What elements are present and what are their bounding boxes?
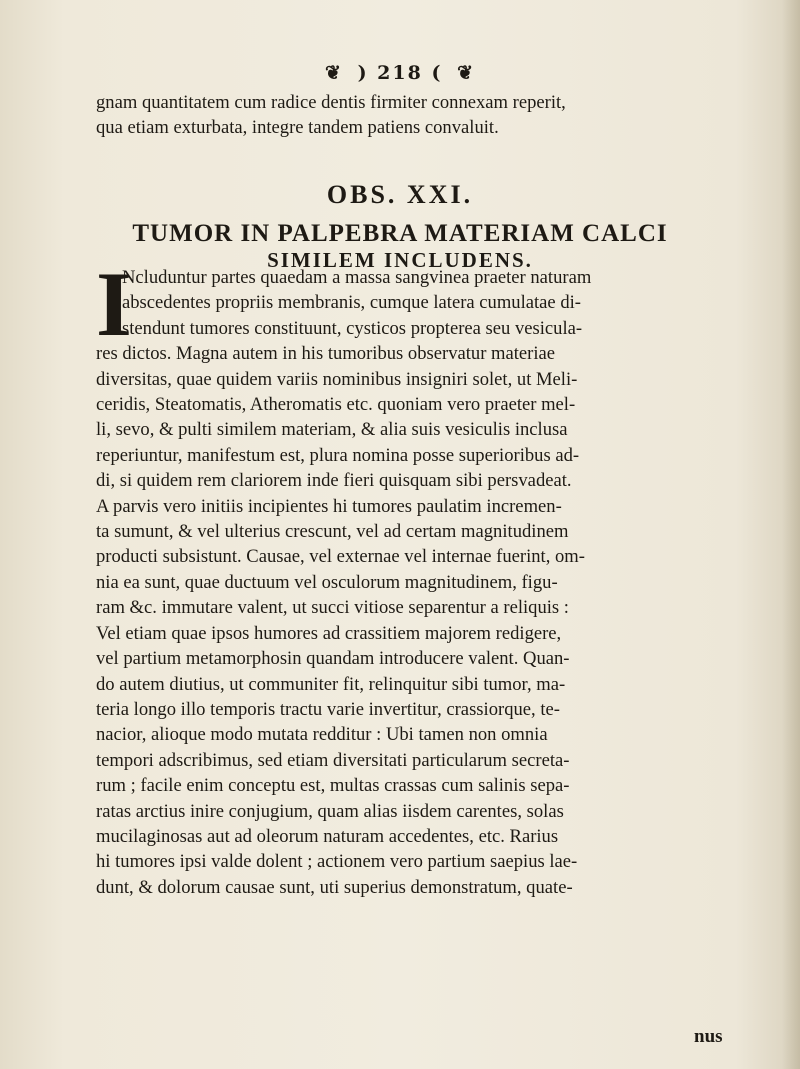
text-line: teria longo illo temporis tractu varie invertitur, crassiorque, te- <box>96 698 560 720</box>
text-line: di, si quidem rem clariorem inde fieri quisquam sibi persvadeat. <box>96 470 572 492</box>
text-line: Vel etiam quae ipsos humores ad crassitiem majorem redigere, <box>96 622 562 644</box>
text-line: reperiuntur, manifestum est, plura nomina posse superioribus ad- <box>96 444 580 466</box>
text-line: li, sevo, & pulti similem materiam, & alia suis vesiculis inclusa <box>96 419 568 441</box>
text-line: diversitas, quae quidem variis nominibus insigniri solet, ut Meli- <box>96 368 578 390</box>
observation-heading: OBS. XXI. <box>326 180 474 209</box>
text-line: mucilaginosas aut ad oleorum naturam accedentes, etc. Rarius <box>96 825 559 847</box>
text-line: dunt, & dolorum causae sunt, uti superius demonstratum, quate- <box>96 876 573 898</box>
text-line: vel partium metamorphosin quandam introducere valent. Quan- <box>96 648 570 670</box>
page-number: ) 218 ( <box>357 62 443 84</box>
text-line: ram &c. immutare valent, ut succi vitiose separentur a reliquis : <box>96 597 569 619</box>
section-subtitle: SIMILEM INCLUDENS. <box>267 248 533 272</box>
text-line: nacior, alioque modo mutata redditur : Ubi tamen non omnia <box>96 724 548 746</box>
text-line: A parvis vero initiis incipientes hi tumores paulatim incremen- <box>96 495 562 517</box>
running-header <box>0 62 800 84</box>
catchword: nus <box>694 1026 723 1047</box>
ornament-right-icon: ❦ <box>457 62 475 84</box>
text-line: qua etiam exturbata, integre tandem patiens convaluit. <box>96 117 499 139</box>
text-line: producti subsistunt. Causae, vel externae vel internae fuerint, om- <box>96 546 585 568</box>
text-line: res dictos. Magna autem in his tumoribus observatur materiae <box>96 343 556 365</box>
text-line: nia ea sunt, quae ductuum vel osculorum magnitudinem, figu- <box>96 571 558 593</box>
section-title: TUMOR IN PALPEBRA MATERIAM CALCI <box>132 220 668 247</box>
text-line: gnam quantitatem cum radice dentis firmiter connexam reperit, <box>96 92 566 113</box>
body-lines <box>96 341 776 900</box>
first-lines <box>96 265 776 341</box>
intro-paragraph <box>96 90 566 141</box>
text-line: abscedentes propriis membranis, cumque latera cumulatae di- <box>122 292 581 314</box>
text-line: ratas arctius inire conjugium, quam alias iisdem carentes, solas <box>96 800 564 822</box>
text-line: ta sumunt, & vel ulterius crescunt, vel ad certam magnitudinem <box>96 521 569 543</box>
ornament-left-icon: ❦ <box>325 62 343 84</box>
page-edge-shadow <box>782 0 800 1069</box>
text-line: ceridis, Steatomatis, Atheromatis etc. quoniam vero praeter mel- <box>96 394 576 416</box>
text-line: do autem diutius, ut communiter fit, relinquitur sibi tumor, ma- <box>96 673 566 695</box>
drop-cap: I <box>96 253 132 355</box>
text-line: Ncluduntur partes quaedam a massa sangvinea praeter naturam <box>122 267 592 288</box>
text-line: hi tumores ipsi valde dolent ; actionem vero partium saepius lae- <box>96 851 578 873</box>
text-line: rum ; facile enim conceptu est, multas crassas cum salinis sepa- <box>96 775 570 797</box>
text-line: stendunt tumores constituunt, cysticos propterea seu vesicula- <box>122 317 583 339</box>
text-line: tempori adscribimus, sed etiam diversitati particularum secreta- <box>96 749 570 771</box>
